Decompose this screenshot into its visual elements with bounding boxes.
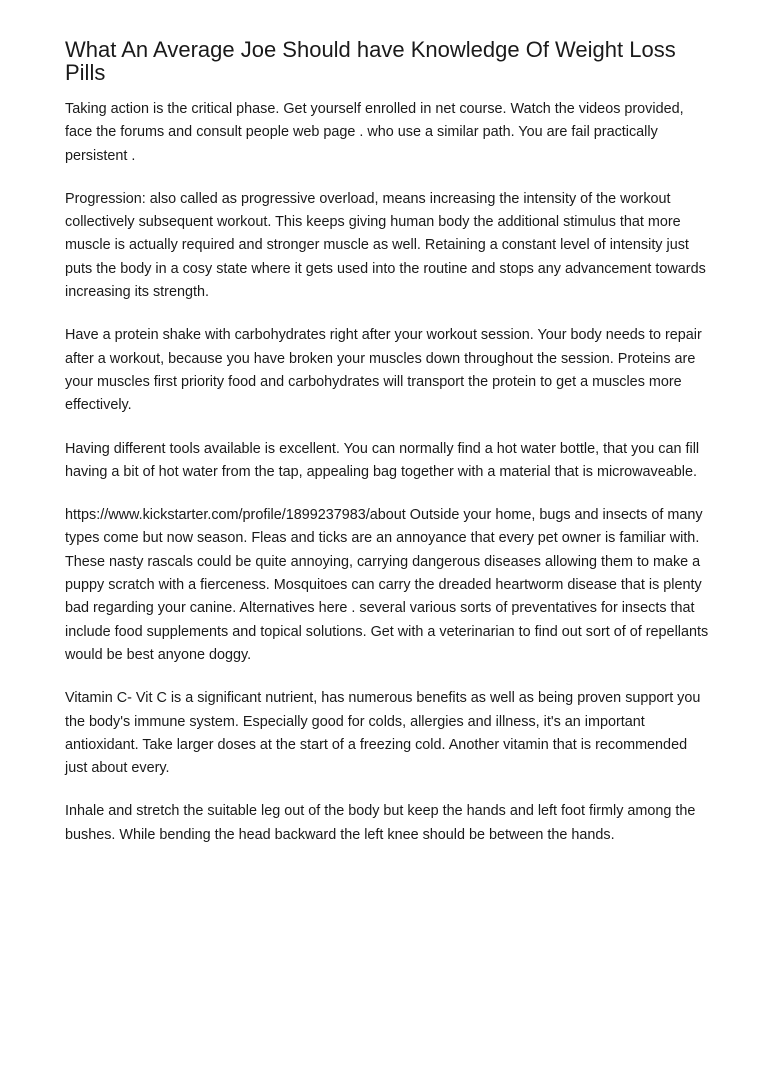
paragraph-7: Inhale and stretch the suitable leg out of the body but keep the hands and left foot firmly among the bushes. While bending the head backward the left knee should be between the hands. — [65, 803, 696, 843]
paragraph-4: Having different tools available is excellent. You can normally find a hot water bottle, that you can fill having a bit of hot water from the tap, appealing bag together with a material that is microwaveable. — [65, 440, 700, 480]
paragraph-2: Progression: also called as progressive overload, means increasing the intensity of the workout collectively subsequent workout. This keeps giving human body the additional stimulus that more muscle is actually required and stronger muscle as well. Retaining a constant level of intensity just puts the body in a cosy state where it gets used into the routine and stops any advancement towards increasing its strength. — [65, 190, 706, 301]
document-title: What An Average Joe Should have Knowledge Of Weight Loss Pills — [65, 37, 676, 85]
paragraph-5: https://www.kickstarter.com/profile/1899237983/about Outside your home, bugs and insects of many types come but now season. Fleas and ticks are an annoyance that every pet owner is familiar with. These nasty rascals could be quite annoying, carrying dangerous diseases allowing them to make a puppy scratch with a fierceness. Mosquitoes can carry the dreaded heartworm disease that is plenty bad regarding your canine. Alternatives here . several various sorts of preventatives for insects that include food supplements and topical solutions. Get with a veterinarian to find out sort of of repellants would be best anyone doggy. — [65, 507, 709, 663]
document-page — [65, 38, 710, 867]
paragraph-3: Have a protein shake with carbohydrates right after your workout session. Your body needs to repair after a workout, because you have broken your muscles down throughout the session. Proteins are your muscles first priority food and carbohydrates will transport the protein to get a muscles more effectively. — [65, 327, 702, 414]
paragraph-1: Taking action is the critical phase. Get yourself enrolled in net course. Watch the videos provided, face the forums and consult people web page . who use a similar path. You are fail practically persistent . — [65, 101, 684, 164]
paragraph-6: Vitamin C- Vit C is a significant nutrient, has numerous benefits as well as being proven support you the body's immune system. Especially good for colds, allergies and illness, it's an important antioxidant. Take larger doses at the start of a freezing cold. Another vitamin that is recommended just about every. — [65, 690, 701, 777]
